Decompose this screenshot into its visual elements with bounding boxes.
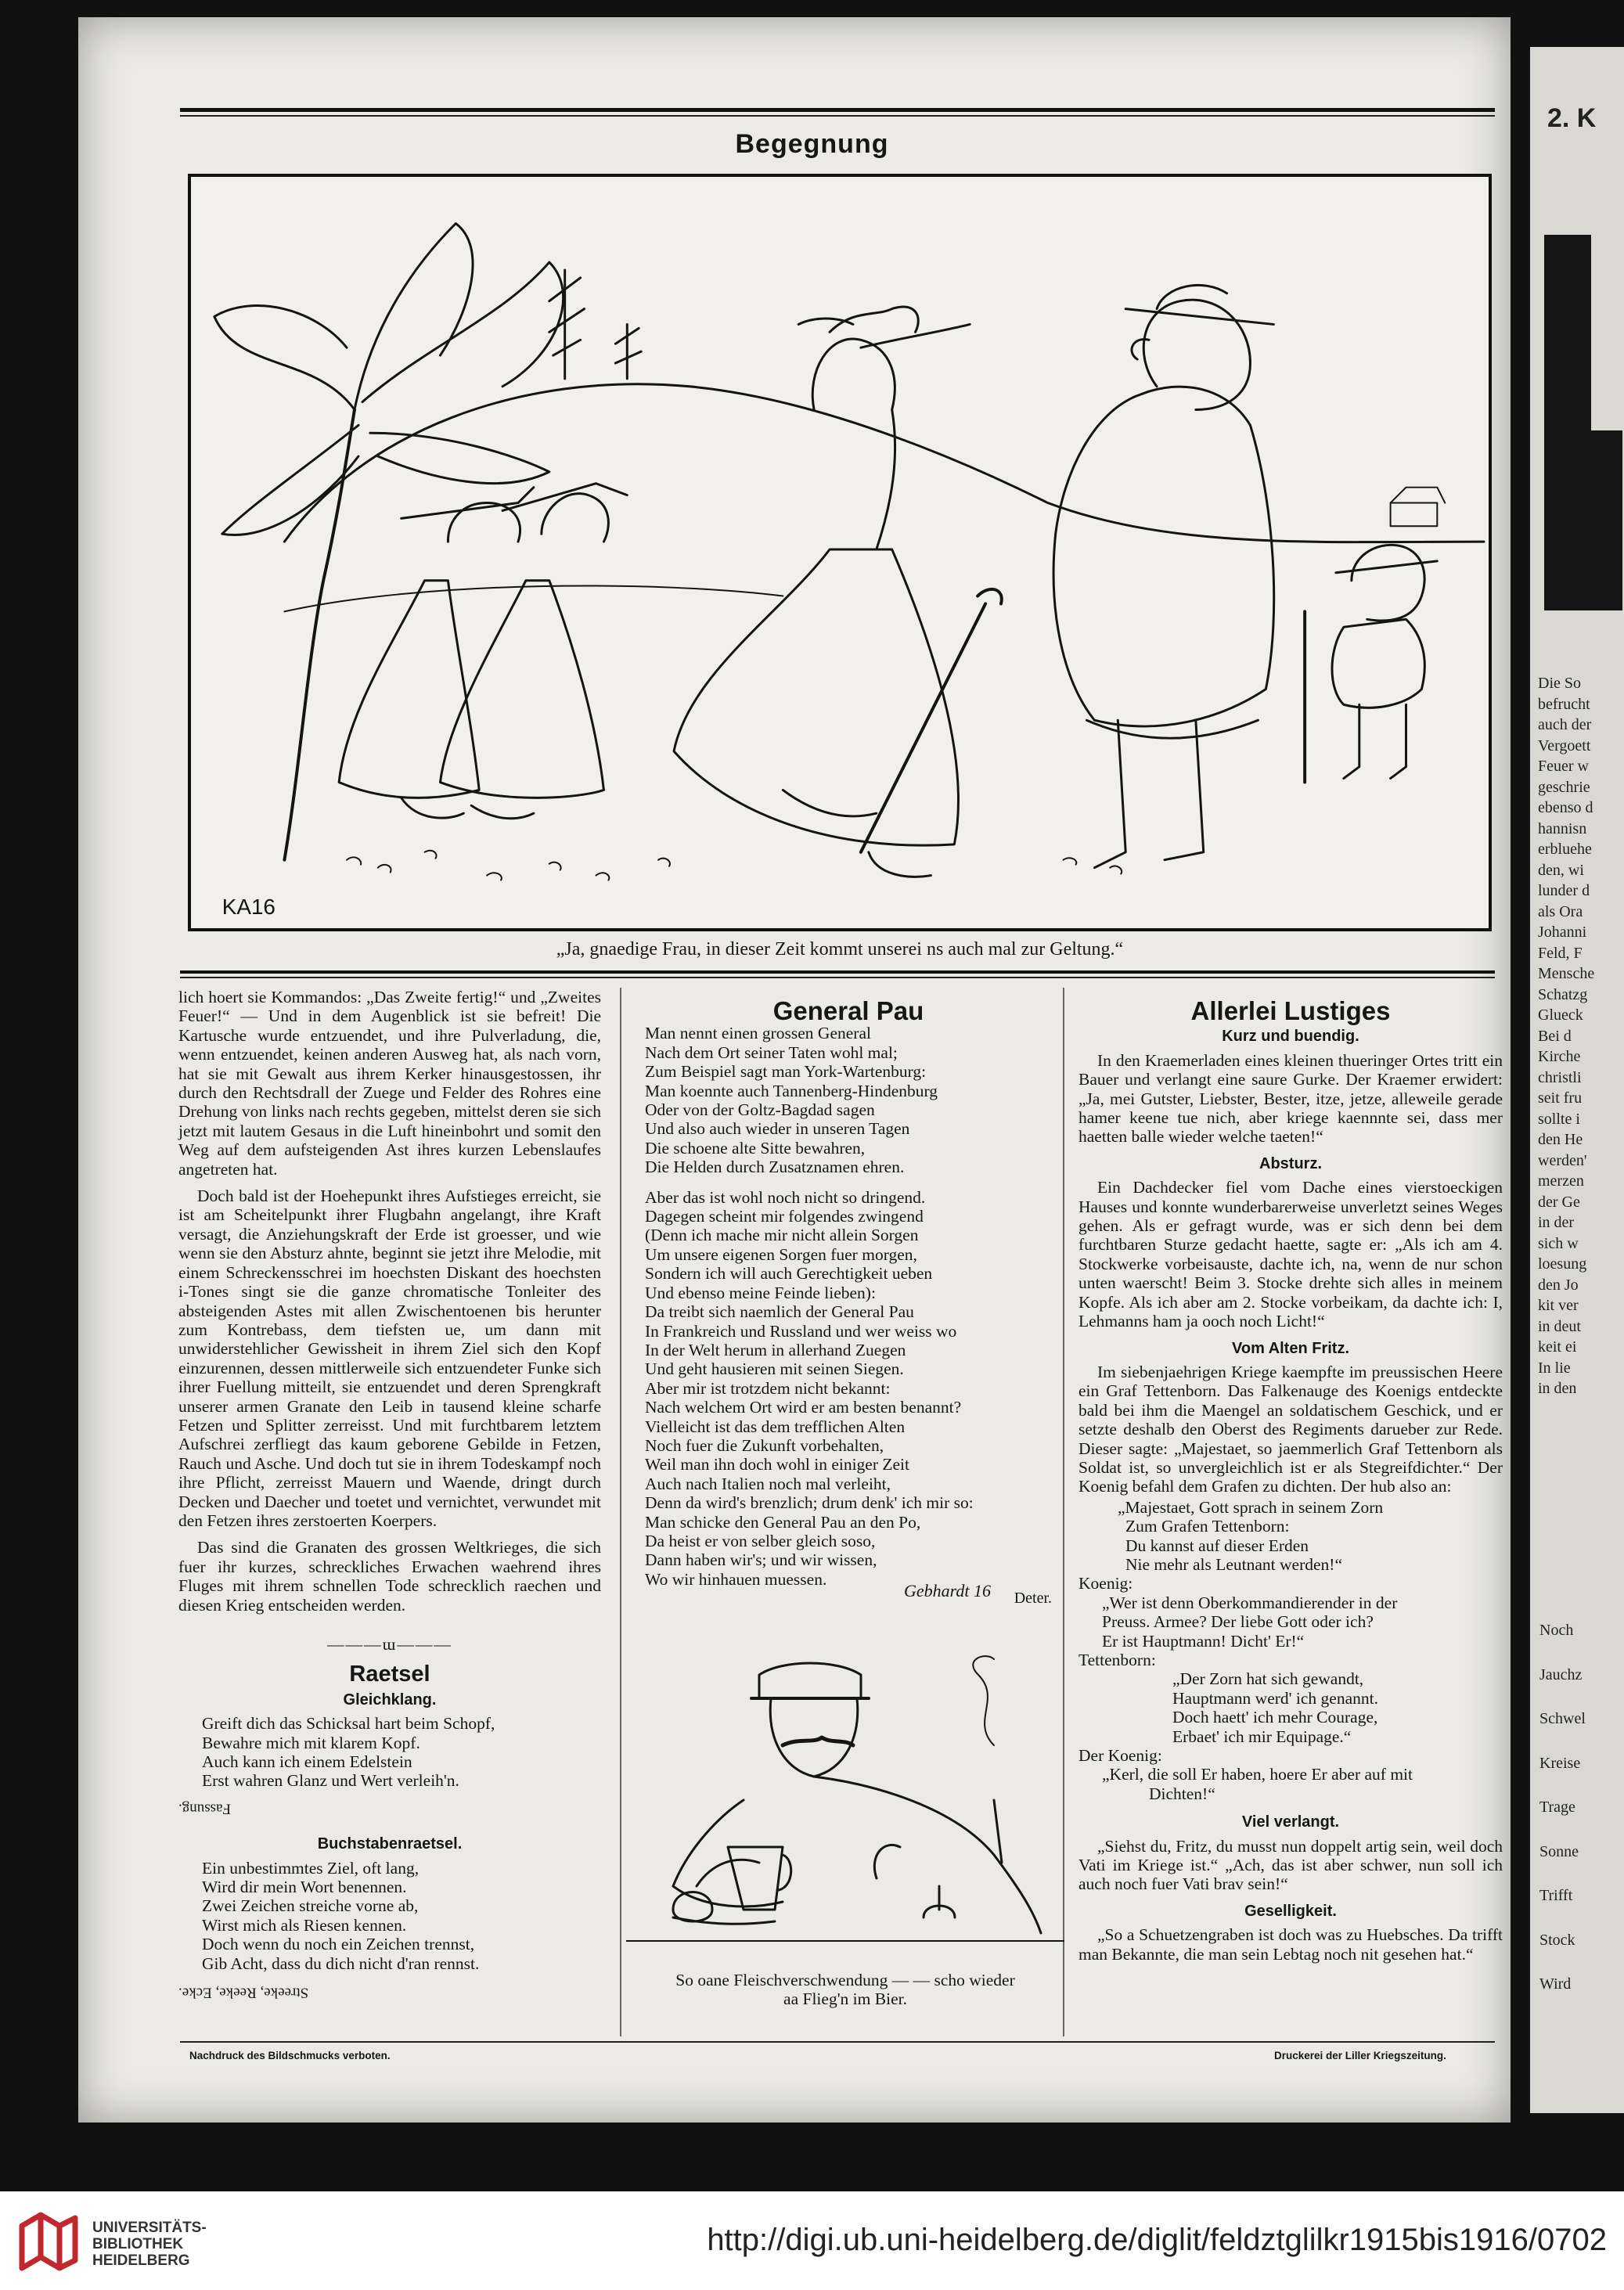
adjacent-page-line: hannisn (1538, 819, 1587, 837)
adjacent-page-line: seit fru (1538, 1089, 1583, 1107)
anecdote-text: „Siehst du, Fritz, du musst nun doppelt artig sein, weil doch Vati im Kriege ist.“ „Ach, das ist aber schwer, nun soll ich auch noch fuer Vati brav sein!“ (1078, 1836, 1503, 1894)
mid-rule (180, 970, 1495, 974)
column-1 (178, 988, 601, 2002)
library-logo-icon (17, 2210, 80, 2273)
adjacent-page-line: Johanni (1538, 924, 1587, 941)
soldier-beer-drawing (626, 1651, 1064, 1949)
adjacent-page-line: werden' (1538, 1151, 1587, 1169)
gleichklang-answer: Fassung. (178, 1800, 232, 1817)
adjacent-page-line: sich w (1538, 1234, 1579, 1252)
koenig-label: Koenig: (1078, 1574, 1133, 1593)
koenig-reply-2: „Kerl, die soll Er haben, hoere Er aber auf mit Dichten!“ (1102, 1765, 1413, 1803)
adjacent-page-line: sollte i (1538, 1110, 1580, 1128)
tettenborn-verse-1: „Majestaet, Gott sprach in seinem Zorn Zum Grafen Tettenborn: Du kannst auf dieser Erden Nie mehr als Leutnant werden!“ (1118, 1497, 1384, 1574)
adjacent-page-line: lunder d (1538, 882, 1590, 899)
adjacent-page-line: keit ei (1538, 1338, 1577, 1356)
anecdote-heading: Absturz. (1259, 1154, 1322, 1172)
adjacent-page-line: Noch (1539, 1622, 1574, 1639)
adjacent-page-edge (1530, 47, 1624, 2113)
adjacent-page-line: Kreise (1539, 1754, 1581, 1772)
adjacent-page-line: erbluehe (1538, 841, 1592, 858)
buchstaben-verse: Ein unbestimmtes Ziel, oft lang, Wird dir mein Wort benennen. Zwei Zeichen streiche vorne ab, Wirst mich als Riesen kennen. Doch wenn du noch ein Zeichen trennst, Gib Acht, dass du dich nicht d'ran rennst. (202, 1858, 480, 1973)
mid-rule-thin (180, 977, 1495, 978)
adjacent-page-line: den Jo (1538, 1276, 1579, 1294)
adjacent-page-line: loesung (1538, 1255, 1587, 1273)
adjacent-page-line: Wird (1539, 1975, 1572, 1993)
adjacent-page-line: Mensche (1538, 965, 1595, 982)
adjacent-page-line: Jauchz (1539, 1665, 1583, 1683)
adjacent-page-heading: 2. K (1547, 103, 1597, 133)
adjacent-page-line: Glueck (1538, 1006, 1583, 1024)
article-paragraph: Doch bald ist der Hoehepunkt ihres Aufstieges erreicht, sie ist am Scheitelpunkt ihrer Flugbahn angelangt, ihre Kraft versagt, die Anziehungskraft der Erde ist groesser, und wie wenn sie den Absturz ahnte, beginnt sie jetzt ihre Melodie, mit einem Schreckensschrei im hoechsten Diskant des hoechsten i-Tones singt sie die ganze chromatische Tonleiter des absteigenden Astes mit allen Zwischentoenen bis herunter zum Kontrebass, dem tiefsten ue, um dann mit unwiderstehlicher Gewissheit in ihrem Ziel sich den Kopf einzurennen, dessen mittlerweile sich entzuendeter Funke sich ihrer Fuellung mitteilt, sie entzuendet und deren Sprengkraft unserer armen Granate den Leib in tausend kleine scharfe Fetzen und Splitter zerreisst. Und mit furchtbarem letztem Aufschrei zerfliegt das kaum geborene Gebilde in Fetzen, Rauch und Asche. Und doch tut sie in ihrem Todeskampf noch ihre Pflicht, zerreisst Mauern und Waende, dringt durch Decken und Daecher und toetet und vernichtet, verwundet mit den Fetzen ihres zerstoerten Koerpers. (178, 1186, 601, 1530)
adjacent-page-dark-block-2 (1544, 430, 1622, 610)
adjacent-page-line: Trifft (1539, 1887, 1573, 1904)
cartoon-drawing (191, 177, 1489, 928)
adjacent-page-line: Schwel (1539, 1710, 1586, 1727)
library-footer-bar (0, 2191, 1624, 2290)
column-3 (1078, 996, 1503, 1971)
cartoon-caption: „Ja, gnaedige Frau, in dieser Zeit kommt unserei ns auch mal zur Geltung.“ (556, 939, 1124, 960)
column-2 (645, 996, 1052, 1608)
adjacent-page-line: auch der (1538, 716, 1592, 733)
library-name: UNIVERSITÄTS- BIBLIOTHEK HEIDELBERG (92, 2220, 207, 2269)
raetsel-heading: Raetsel (349, 1662, 430, 1687)
buchstaben-answer: Streeke, Reeke, Ecke. (178, 1984, 309, 2001)
document-url[interactable]: http://digi.ub.uni-heidelberg.de/diglit/feldztglilkr1915bis1916/0702 (707, 2223, 1607, 2257)
section-divider: ———ɯ——— (327, 1635, 452, 1654)
adjacent-page-line: In lie (1538, 1359, 1571, 1377)
adjacent-page-line: Kirche (1538, 1048, 1581, 1065)
adjacent-page-line: geschrie (1538, 778, 1590, 796)
cartoon-title: Begegnung (735, 129, 889, 159)
adjacent-page-line: als Ora (1538, 902, 1583, 920)
anecdote-text: Im siebenjaehrigen Kriege kaempfte im preussischen Heere ein Graf Tettenborn. Das Falkenauge des Koenigs entdeckte bald bei ihm die Maengel an soldatischem Geschick, und er setzte deshalb den Oberst des Regiments darueber zur Rede. Dieser sagte: „Majestaet, so jaemmerlich Graf Tettenborn als Soldat ist, so unvergleichlich ist er als Stegreifdichter.“ Der Koenig befahl dem Grafen zu dichten. Der hub also an: (1078, 1362, 1503, 1496)
adjacent-page-text (1538, 673, 1624, 1399)
adjacent-page-text-lower (1539, 1620, 1624, 2018)
cartoon-illustration (188, 174, 1492, 931)
adjacent-page-line: in deut (1538, 1317, 1581, 1335)
anecdote-heading: Kurz und buendig. (1222, 1028, 1359, 1046)
poem-author: Deter. (1014, 1590, 1052, 1608)
cartoon-signature: KA16 (221, 895, 275, 920)
anecdote-text: Ein Dachdecker fiel vom Dache eines vierstoeckigen Hauses und konnte wunderbarerweise unverletzt seines Weges gehen. Als er gefragt wurde, was er sich denn bei dem furchtbaren Sturze gedacht haette, sagte er: „Als ich am 4. Stockwerke vorbeisauste, dachte ich, na, wenn de nur schon unten waerscht! Beim 3. Stocke drehte sich alles in meinem Kopfe. Als ich aber am 2. Stocke vorbeikam, da dachte ich: I, Lehmanns ham ja ooch noch Licht!“ (1078, 1178, 1503, 1331)
drawing-caption: So oane Fleischverschwendung — — scho wieder aa Flieg'n im Bier. (675, 1971, 1015, 2008)
anecdote-heading: Vom Alten Fritz. (1232, 1339, 1349, 1357)
footer-printer-note: Druckerei der Liller Kriegszeitung. (1274, 2050, 1446, 2061)
adjacent-page-line: merzen (1538, 1172, 1584, 1190)
adjacent-page-line: Die So (1538, 675, 1581, 692)
article-paragraph: lich hoert sie Kommandos: „Das Zweite fertig!“ und „Zweites Feuer!“ — Und in dem Augenblick ist sie befreit! Die Kartusche wurde entzuendet, und ihre Pulverladung, die, wenn entzuendet, keinen anderen Ausweg hat, als nach vorn, hat sie mit Gewalt aus ihrem Kerker hinausgestossen, ihr durch den Rechtsdrall der Zuege und Felder des Rohres eine Drehung von links nach rechts gegeben, mittelst deren sie sich jetzt mit lautem Gesaus in die Luft hineinbohrt und somit den Weg auf dem aufsteigenden Ast ihres kurzen Lebenslaufes angetreten hat. (178, 988, 601, 1179)
adjacent-page-line: ebenso d (1538, 799, 1593, 816)
adjacent-page-line: den He (1538, 1131, 1583, 1148)
adjacent-page-line: der Ge (1538, 1193, 1580, 1211)
adjacent-page-line: Sonne (1539, 1842, 1579, 1860)
koenig-reply-1: „Wer ist denn Oberkommandierender in der Preuss. Armee? Der liebe Gott oder ich? Er ist Hauptmann! Dicht' Er!“ (1102, 1593, 1398, 1651)
adjacent-page-line: Bei d (1538, 1027, 1572, 1045)
adjacent-page-line: befrucht (1538, 695, 1590, 713)
adjacent-page-line: Schatzg (1538, 985, 1588, 1003)
footer-rule (180, 2041, 1495, 2043)
gleichklang-verse: Greift dich das Schicksal hart beim Schopf, Bewahre mich mit klarem Kopf. Auch kann ich einem Edelstein Erst wahren Glanz und Wert verleih'n. (202, 1714, 495, 1791)
top-rule-thin (180, 115, 1495, 117)
poem-stanza-2: Aber das ist wohl noch nicht so dringend. Dagegen scheint mir folgendes zwingend (Denn ich mache mir nicht allein Sorgen Um unsere eigenen Sorgen fuer morgen, Sondern ich will auch Gerechtigkeit ueben Und ebenso meine Feinde lieben): Da treibt sich naemlich der General Pau In Frankreich und Russland und wer weiss wo In der Welt herum in allerhand Zuegen Und geht hausieren mit seinen Siegen. Aber mir ist trotzdem nicht bekannt: Nach welchem Ort wird er am besten benannt? Vielleicht ist das dem trefflichen Alten Noch fuer die Zukunft vorbehalten, Weil man ihn doch wohl in einiger Zeit Auch nach Italien noch mal verleiht, Denn da wird's brenzlich; drum denk' ich mir so: Man schicke den General Pau an den Po, Da heist er von selber gleich soso, Dann haben wir's; und wir wissen, Wo wir hinhauen muessen. (645, 1187, 974, 1589)
adjacent-page-line: in der (1538, 1214, 1575, 1231)
anecdote-text: „So a Schuetzengraben ist doch was zu Huebsches. Da trifft man Bekannte, die man sein Lebtag noch nit gesehen hat.“ (1078, 1925, 1503, 1964)
adjacent-page-line: Stock (1539, 1931, 1575, 1949)
tettenborn-label: Tettenborn: (1078, 1651, 1156, 1669)
top-rule (180, 108, 1495, 112)
adjacent-page-line: den, wi (1538, 861, 1584, 879)
koenig-label-2: Der Koenig: (1078, 1746, 1162, 1766)
gleichklang-heading: Gleichklang. (343, 1690, 437, 1708)
footer-reprint-note: Nachdruck des Bildschmucks verboten. (189, 2050, 391, 2061)
humor-section-title: Allerlei Lustiges (1190, 996, 1391, 1025)
adjacent-page-line: Feld, F (1538, 944, 1583, 962)
poem-stanza-1: Man nennt einen grossen General Nach dem Ort seiner Taten wohl mal; Zum Beispiel sagt man York-Wartenburg: Man koennte auch Tannenberg-Hindenburg Oder von der Goltz-Bagdad sagen Und also auch wieder in unseren Tagen Die schoene alte Sitte bewahren, Die Helden durch Zusatznamen ehren. (645, 1024, 938, 1177)
anecdote-text: In den Kraemerladen eines kleinen thueringer Ortes tritt ein Bauer und verlangt eine saure Gurke. Der Kraemer erwidert: „Ja, mei Gutster, Liebster, Bester, itze, jetze, alleweile gerade hamer keene tue nich, aber kriege kaennnte sei, dass mer haetten balle wieder welche taeten!“ (1078, 1050, 1503, 1147)
adjacent-page-line: Trage (1539, 1799, 1575, 1816)
adjacent-page-line: christli (1538, 1068, 1582, 1086)
drawing-signature: Gebhardt 16 (904, 1581, 992, 1600)
article-paragraph: Das sind die Granaten des grossen Weltkrieges, die sich fuer ihr kurzes, schreckliches Erwachen waehrend ihres Fluges mit ihrem schnellen Tode schrecklich raechen und diesen Krieg entscheiden werden. (178, 1538, 601, 1615)
anecdote-heading: Viel verlangt. (1241, 1813, 1340, 1831)
adjacent-page-line: kit ver (1538, 1297, 1579, 1314)
poem-title: General Pau (772, 996, 924, 1025)
anecdote-heading: Geselligkeit. (1244, 1902, 1337, 1920)
adjacent-page-line: in den (1538, 1380, 1577, 1397)
adjacent-page-line: Vergoett (1538, 736, 1591, 754)
tettenborn-verse-2: „Der Zorn hat sich gewandt, Hauptmann werd' ich genannt. Doch haett' ich mehr Courage, Erbaet' ich mir Equipage.“ (1172, 1669, 1378, 1746)
buchstaben-heading: Buchstabenraetsel. (317, 1835, 463, 1853)
adjacent-page-line: Feuer w (1538, 758, 1589, 775)
column-divider-1 (620, 988, 621, 2036)
